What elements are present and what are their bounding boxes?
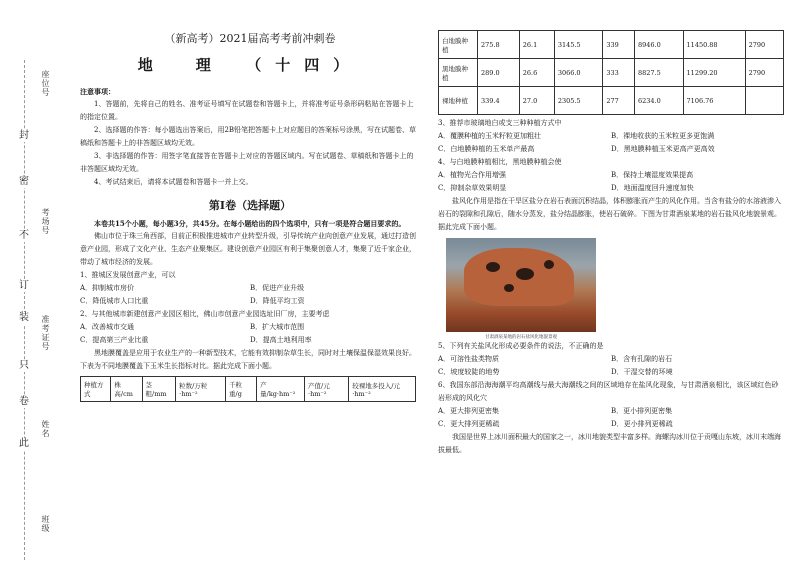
table-cell: 2305.5 bbox=[554, 87, 603, 115]
question-1-options bbox=[80, 295, 420, 308]
table-header-cell: 产量/kg·hm⁻² bbox=[257, 377, 305, 402]
notice-title: 注意事项： bbox=[80, 87, 115, 96]
table-row bbox=[439, 31, 784, 59]
rock-hole bbox=[504, 284, 514, 292]
binding-label-name: 姓名 bbox=[41, 420, 50, 438]
rock-hole bbox=[486, 262, 500, 272]
binding-char: 卷 bbox=[19, 396, 29, 407]
table-cell: 8946.0 bbox=[635, 31, 684, 59]
question-2-stem: 2、与其他城市新建创意产业园区相比，佛山市创意产业园选址旧厂房，主要考虑 bbox=[80, 310, 330, 318]
option[interactable]: A．覆膜种植的玉米籽粒更加粗壮 bbox=[438, 132, 542, 140]
question-1-options bbox=[80, 282, 420, 295]
table-cell: 2790 bbox=[745, 31, 783, 59]
question-5-options bbox=[438, 366, 784, 379]
binding-margin bbox=[0, 60, 64, 560]
binding-char: 装 bbox=[19, 312, 29, 323]
option[interactable]: C．坡度较陡的地势 bbox=[438, 368, 500, 376]
table-header-cell: 株高/cm bbox=[111, 377, 142, 402]
passage-2: 黑地膜覆盖是应用于农业生产的一种新型技术，它能有效抑制杂草生长，同时对土壤保温保湿效果良好。下表为不同地膜覆盖下玉米生长指标对比。据此完成下面小题。 bbox=[80, 349, 416, 370]
exam-title: （新高考）2021届高考考前冲刺卷 bbox=[164, 32, 336, 45]
option[interactable]: B．保持土壤湿度效果提高 bbox=[611, 171, 694, 179]
photo-caption: 甘肃酒泉某地的岩石盐风化地貌景观 bbox=[485, 335, 557, 340]
binding-label-class: 班级 bbox=[41, 515, 50, 533]
table-cell: 26.1 bbox=[519, 31, 554, 59]
question-6-options bbox=[438, 405, 784, 418]
binding-char: 密 bbox=[19, 176, 29, 187]
option[interactable]: B．裸地收获的玉米粒更多更饱满 bbox=[611, 132, 715, 140]
table-cell: 333 bbox=[603, 59, 635, 87]
right-column bbox=[438, 30, 784, 457]
question-2-options bbox=[80, 321, 420, 334]
table-cell: 黑地膜种植 bbox=[439, 59, 478, 87]
binding-char: 只 bbox=[19, 360, 29, 371]
table-cell: 339 bbox=[603, 31, 635, 59]
exam-subject: 地 理 （十四） bbox=[137, 56, 363, 74]
table-row bbox=[81, 377, 416, 402]
binding-char: 订 bbox=[19, 280, 29, 291]
question-2-options bbox=[80, 334, 420, 347]
binding-char: 封 bbox=[19, 130, 29, 141]
passage-3: 盐风化作用是指在干旱区盐分在岩石表面沉积结晶，体积膨胀而产生的风化作用。当含有盐分的水溶液渗入岩石的裂隙和孔隙后，随水分蒸发，盐分结晶膨胀，使岩石破碎。下图为甘肃酒泉某地的岩石盐风化地貌景观。据此完成下面小题。 bbox=[438, 197, 781, 231]
option[interactable]: B．促进产业升级 bbox=[250, 284, 305, 292]
question-3-stem: 3、推荐市玻璃地白或支三种种植方式中 bbox=[438, 119, 562, 127]
question-5-options bbox=[438, 353, 784, 366]
table-cell: 3145.5 bbox=[554, 31, 603, 59]
notice-item: 4、考试结束后，请将本试题卷和答题卡一并上交。 bbox=[94, 178, 253, 186]
binding-char: 此 bbox=[19, 438, 29, 449]
table-cell: 27.0 bbox=[519, 87, 554, 115]
table-cell: 7106.76 bbox=[683, 87, 745, 115]
table-header-cell: 较裸地多投入/元·hm⁻² bbox=[349, 377, 416, 402]
question-4-options bbox=[438, 169, 784, 182]
binding-label-ticket: 准考证号 bbox=[41, 315, 50, 351]
table-cell: 26.6 bbox=[519, 59, 554, 87]
question-6-stem: 6、我国东部沿海海潮平均高潮线与最大海潮线之间的区域地存在盐风化现象，与甘肃酒泉相比，该区域红色砂岩形成的风化穴 bbox=[438, 381, 779, 402]
table-cell: 289.0 bbox=[478, 59, 520, 87]
question-4-options bbox=[438, 182, 784, 195]
option[interactable]: D．降低平均工资 bbox=[250, 297, 305, 305]
question-4-stem: 4、与白地膜种植相比，黑地膜种植会使 bbox=[438, 158, 562, 166]
binding-label-seat: 座位号 bbox=[41, 70, 50, 97]
table-cell: 3066.0 bbox=[554, 59, 603, 87]
rock-hole bbox=[544, 260, 554, 269]
question-5-stem: 5、下列有关盐风化形成必要条件的说法，不正确的是 bbox=[438, 342, 604, 350]
table-row bbox=[439, 87, 784, 115]
option[interactable]: B．含有孔隙的岩石 bbox=[611, 355, 673, 363]
option[interactable]: D．更小排列更稀疏 bbox=[611, 420, 673, 428]
option[interactable]: B．扩大城市范围 bbox=[250, 323, 305, 331]
left-column bbox=[80, 30, 420, 402]
binding-label-room: 考场号 bbox=[41, 208, 50, 235]
option[interactable]: D．提高土地利用率 bbox=[250, 336, 312, 344]
table-cell: 6234.0 bbox=[635, 87, 684, 115]
question-3-options bbox=[438, 130, 784, 143]
table-cell: 8827.5 bbox=[635, 59, 684, 87]
table-header-cell: 种植方式 bbox=[81, 377, 111, 402]
table-cell: 11299.20 bbox=[683, 59, 745, 87]
option[interactable]: C．抑制杂草效果明显 bbox=[438, 184, 507, 192]
question-3-options bbox=[438, 143, 784, 156]
table-cell: 11450.88 bbox=[683, 31, 745, 59]
option[interactable]: D．干湿交替的环境 bbox=[611, 368, 673, 376]
table-header-cell: 粒数/万粒·hm⁻² bbox=[176, 377, 226, 402]
landform-photo bbox=[446, 238, 596, 332]
option[interactable]: A．植物光合作用增强 bbox=[438, 171, 507, 179]
table-cell bbox=[745, 87, 783, 115]
data-table-header bbox=[80, 376, 416, 402]
table-cell: 2790 bbox=[745, 59, 783, 87]
binding-char: 不 bbox=[19, 230, 29, 241]
section-intro: 本卷共15个小题，每小题3分，共45分。在每小题给出的四个选项中，只有一项是符合题目要求的。 bbox=[94, 219, 406, 228]
table-cell: 裸地种植 bbox=[439, 87, 478, 115]
notice-item: 1、答题前，先将自己的姓名、准考证号填写在试题卷和答题卡上，并将准考证号条形码粘贴在答题卡上的指定位置。 bbox=[80, 100, 414, 121]
passage-4: 我国是世界上冰川面积最大的国家之一，冰川地貌类型丰富多样。海螺沟冰川位于贡嘎山东坡，冰川末端海拔最低。 bbox=[438, 433, 781, 454]
table-cell: 277 bbox=[603, 87, 635, 115]
table-cell: 339.4 bbox=[478, 87, 520, 115]
option[interactable]: C．更大排列更稀疏 bbox=[438, 420, 500, 428]
option[interactable]: B．更小排列更密集 bbox=[611, 407, 673, 415]
section-title: 第Ⅰ卷（选择题） bbox=[208, 199, 292, 212]
table-row bbox=[439, 59, 784, 87]
table-cell: 275.8 bbox=[478, 31, 520, 59]
option[interactable]: D．地面温度回升速度加快 bbox=[611, 184, 694, 192]
table-cell: 白地膜种植 bbox=[439, 31, 478, 59]
table-header-cell: 千粒重/g bbox=[226, 377, 257, 402]
option[interactable]: A．更大排列更密集 bbox=[438, 407, 500, 415]
table-header-cell: 产值/元·hm⁻² bbox=[305, 377, 349, 402]
option[interactable]: A．抑制城市房价 bbox=[80, 284, 135, 292]
data-table-body bbox=[438, 30, 784, 115]
question-6-options bbox=[438, 418, 784, 431]
option[interactable]: C．白地膜种植的玉米单产最高 bbox=[438, 145, 535, 153]
option[interactable]: C．降低城市人口比重 bbox=[80, 297, 149, 305]
option[interactable]: A．改善城市交通 bbox=[80, 323, 135, 331]
notice-item: 3、非选择题的作答：用签字笔直接答在答题卡上对应的答题区域内。写在试题卷、草稿纸和答题卡上的非答题区域均无效。 bbox=[80, 152, 414, 173]
option[interactable]: D．黑地膜种植玉米更高产更高效 bbox=[611, 145, 715, 153]
table-header-cell: 茎粗/mm bbox=[142, 377, 176, 402]
option[interactable]: A．可溶性盐类物质 bbox=[438, 355, 500, 363]
notice-item: 2、选择题的作答：每小题选出答案后，用2B铅笔把答题卡上对应题目的答案标号涂黑，写在试题卷、草稿纸和答题卡上的非答题区域均无效。 bbox=[80, 126, 417, 147]
option[interactable]: C．提高第三产业比重 bbox=[80, 336, 149, 344]
rock-hole bbox=[516, 268, 534, 280]
passage-1: 佛山市位于珠三角西部，目前正积极推进城市产业转型升级，引导传统产业向创意产业发展，通过打造创意产业园，形成了文化产业、生态产业聚集区。建设创意产业园区有利于集聚创意人才，集聚了近千家企业，带动了城市经济的发展。 bbox=[80, 232, 416, 266]
question-1-stem: 1、推城区发展创意产业，可以 bbox=[80, 271, 176, 279]
